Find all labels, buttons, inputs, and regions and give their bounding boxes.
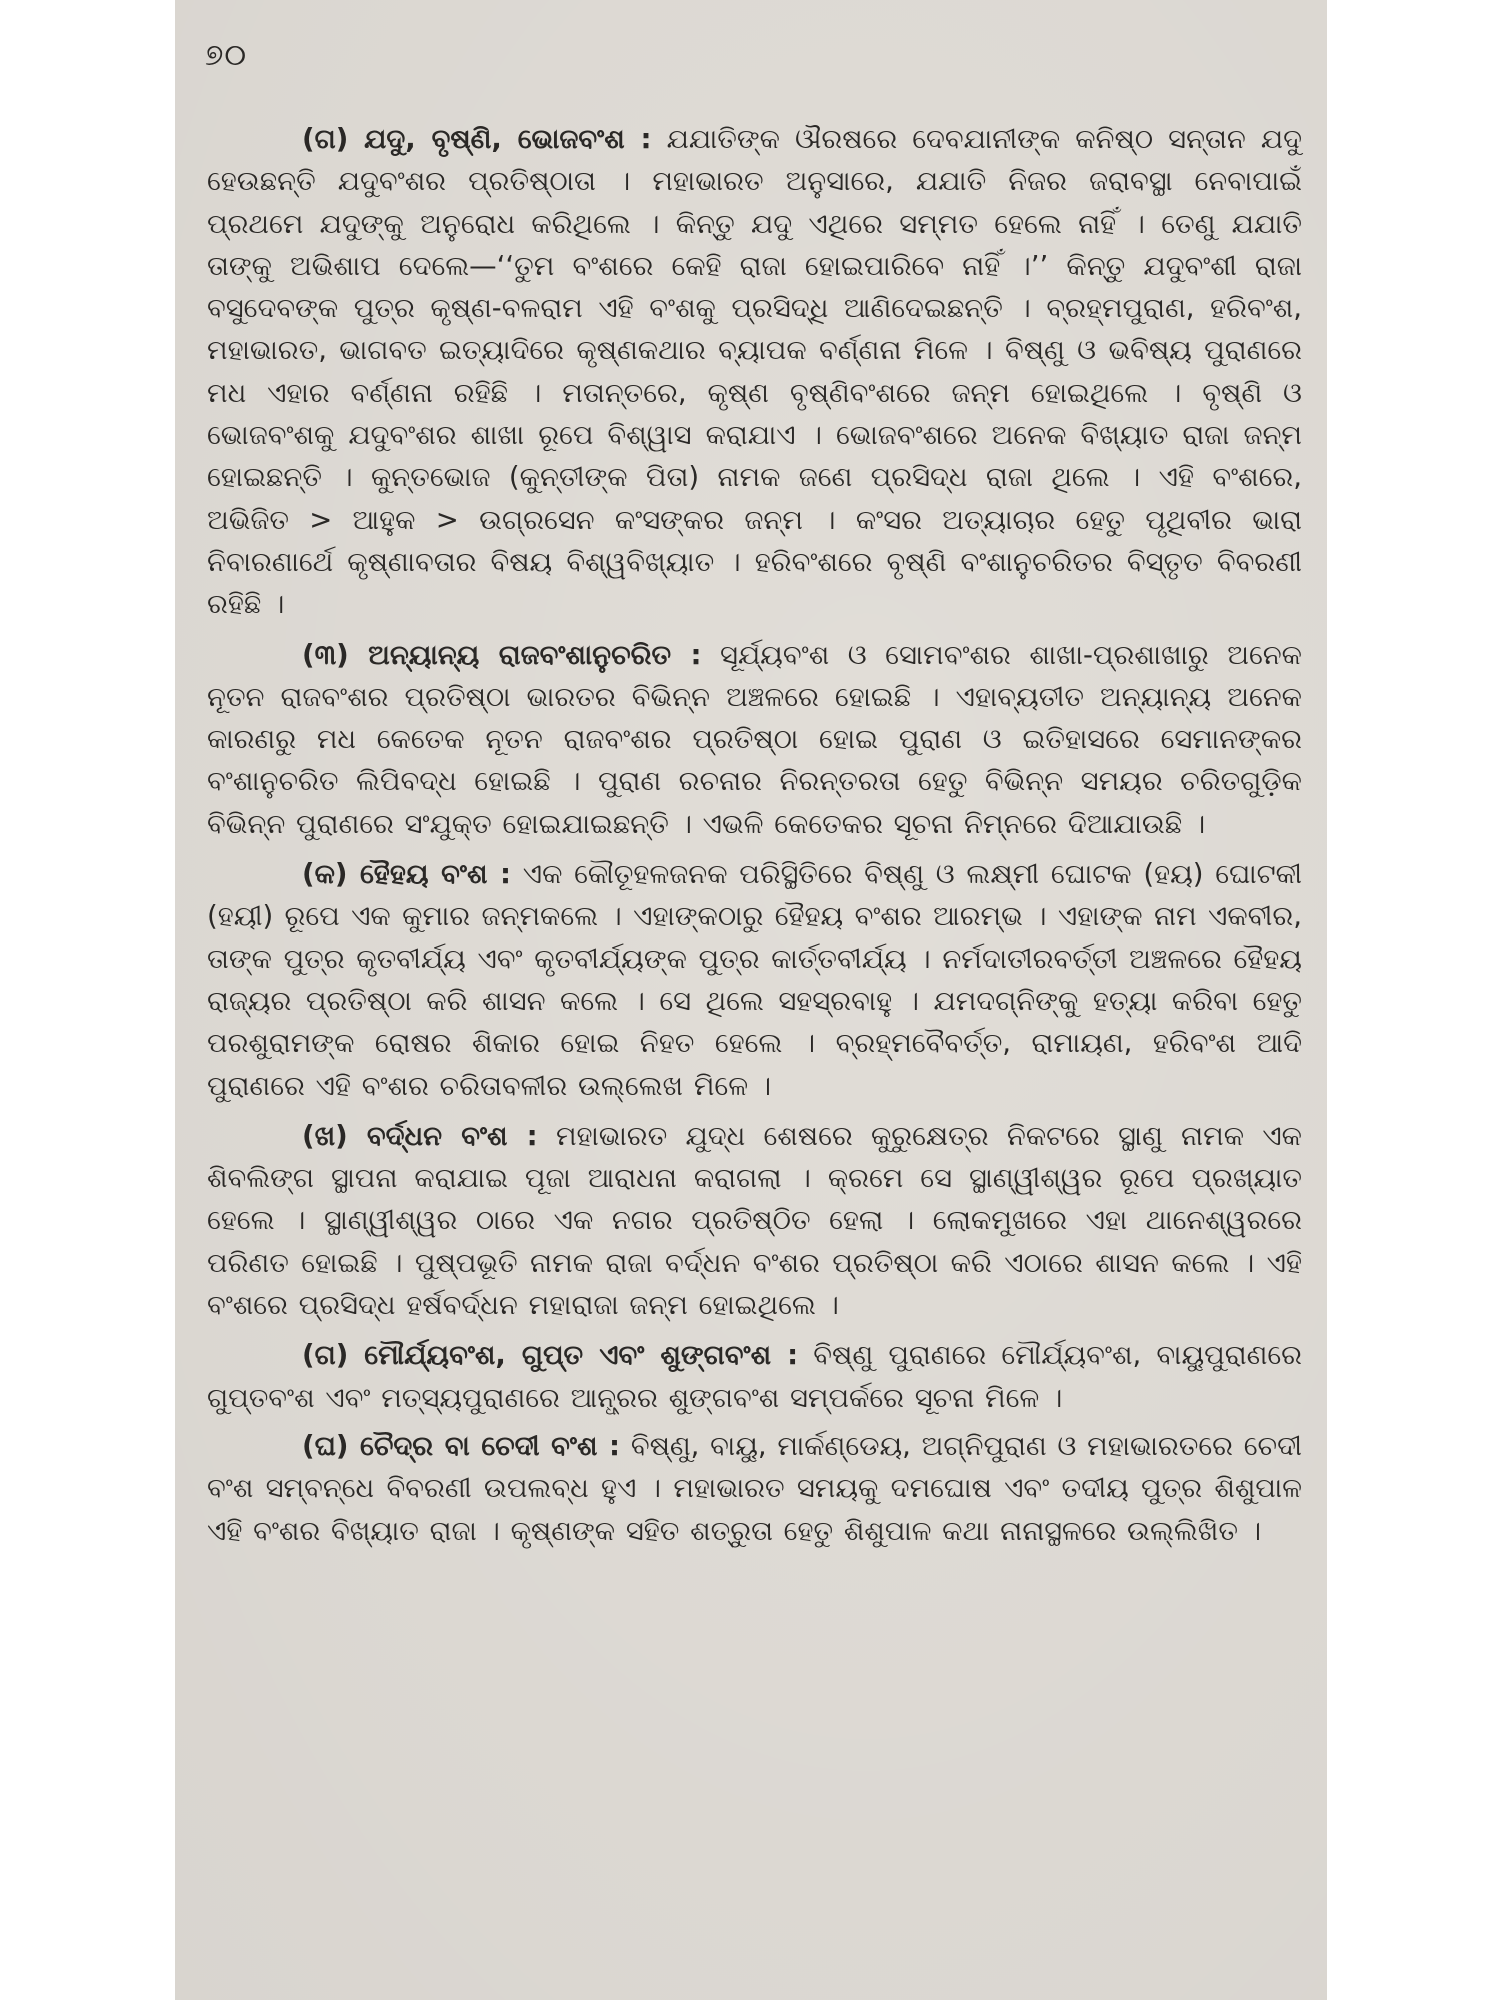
paragraph-text: ଯଯାତିଙ୍କ ଔରଷରେ ଦେବଯାନୀଙ୍କ କନିଷ୍ଠ ସନ୍ତାନ ଯଦୁ ହେଉଛନ୍ତି ଯଦୁବଂଶର ପ୍ରତିଷ୍ଠାତା । ମହାଭାରତ ଅନୁସାରେ, ଯଯାତି ନିଜର ଜରାବସ୍ଥା ନେବାପାଇଁ ପ୍ରଥମେ ଯଦୁଙ୍କୁ ଅନୁରୋଧ କରିଥିଲେ । କିନ୍ତୁ ଯଦୁ ଏଥିରେ ସମ୍ମତ ହେଲେ ନାହିଁ । ତେଣୁ ଯଯାତି ତାଙ୍କୁ ଅଭିଶାପ ଦେଲେ—‘‘ତୁମ ବଂଶରେ କେହି ରାଜା ହୋଇପାରିବେ ନାହିଁ ।’’ କିନ୍ତୁ ଯଦୁବଂଶୀ ରାଜା ବସୁଦେବଙ୍କ ପୁତ୍ର କୃଷ୍ଣ-ବଳରାମ ଏହି ବଂଶକୁ ପ୍ରସିଦ୍ଧି ଆଣିଦେଇଛନ୍ତି । ବ୍ରହ୍ମପୁରାଣ, ହରିବଂଶ, ମହାଭାରତ, ଭାଗବତ ଇତ୍ୟାଦିରେ କୃଷ୍ଣକଥାର ବ୍ୟାପକ ବର୍ଣ୍ଣନା ମିଳେ । ବିଷ୍ଣୁ ଓ ଭବିଷ୍ୟ ପୁରାଣରେ ମଧ ଏହାର ବର୍ଣ୍ଣନା ରହିଛି । ମତାନ୍ତରେ, କୃଷ୍ଣ ବୃଷ୍ଣିବଂଶରେ ଜନ୍ମ ହୋଇଥିଲେ । ବୃଷ୍ଣି ଓ ଭୋଜବଂଶକୁ ଯଦୁବଂଶର ଶାଖା ରୂପେ ବିଶ୍ୱାସ କରାଯାଏ । ଭୋଜବଂଶରେ ଅନେକ ବିଖ୍ୟାତ ରାଜା ଜନ୍ମ ହୋଇଛନ୍ତି । କୁନ୍ତଭୋଜ (କୁନ୍ତୀଙ୍କ ପିତା) ନାମକ ଜଣେ ପ୍ରସିଦ୍ଧ ରାଜା ଥିଲେ । ଏହି ବଂଶରେ, ଅଭିଜିତ > ଆହୁକ > ଉଗ୍ରସେନ କଂସଙ୍କର ଜନ୍ମ । କଂସର ଅତ୍ୟାଚାର ହେତୁ ପୃଥିବୀର ଭାରା ନିବାରଣାର୍ଥେ କୃଷ୍ଣାବତାର ବିଷୟ ବିଶ୍ୱବିଖ୍ୟାତ । ହରିବଂଶରେ ବୃଷ୍ଣି ବଂଶାନୁଚରିତର ବିସ୍ତୃତ ବିବରଣୀ ରହିଛି । bbox=[207, 123, 1302, 621]
paragraph-text: ଏକ କୌତୂହଳଜନକ ପରିସ୍ଥିତିରେ ବିଷ୍ଣୁ ଓ ଲକ୍ଷ୍ମୀ ଘୋଟକ (ହୟ) ଘୋଟକୀ (ହୟୀ) ରୂପେ ଏକ କୁମାର ଜନ୍ମକଲେ । ଏହାଙ୍କଠାରୁ ହୈହୟ ବଂଶର ଆରମ୍ଭ । ଏହାଙ୍କ ନାମ ଏକବୀର, ତାଙ୍କ ପୁତ୍ର କୃତବୀର୍ଯ୍ୟ ଏବଂ କୃତବୀର୍ଯ୍ୟଙ୍କ ପୁତ୍ର କାର୍ତ୍ତବୀର୍ଯ୍ୟ । ନର୍ମଦାତୀରବର୍ତ୍ତୀ ଅଞ୍ଚଳରେ ହୈହୟ ରାଜ୍ୟର ପ୍ରତିଷ୍ଠା କରି ଶାସନ କଲେ । ସେ ଥିଲେ ସହସ୍ରବାହୁ । ଯମଦଗ୍ନିଙ୍କୁ ହତ୍ୟା କରିବା ହେତୁ ପରଶୁରାମଙ୍କ ରୋଷର ଶିକାର ହୋଇ ନିହତ ହେଲେ । ବ୍ରହ୍ମବୈବର୍ତ୍ତ, ରାମାୟଣ, ହରିବଂଶ ଆଦି ପୁରାଣରେ ଏହି ବଂଶର ଚରିତାବଳୀର ଉଲ୍ଲେଖ ମିଳେ । bbox=[207, 858, 1302, 1102]
paragraph-heading: (୩) ଅନ୍ୟାନ୍ୟ ରାଜବଂଶାନୁଚରିତ : bbox=[302, 638, 702, 671]
page-body bbox=[207, 118, 1302, 1560]
paragraph-text: ବିଷ୍ଣୁ, ବାୟୁ, ମାର୍କଣ୍ଡେୟ, ଅଗ୍ନିପୁରାଣ ଓ ମହାଭାରତରେ ଚେଦୀ ବଂଶ ସମ୍ବନ୍ଧେ ବିବରଣୀ ଉପଲବ୍ଧ ହୁଏ । ମହାଭାରତ ସମୟକୁ ଦମଘୋଷ ଏବଂ ତଦୀୟ ପୁତ୍ର ଶିଶୁପାଳ ଏହି ବଂଶର ବିଖ୍ୟାତ ରାଜା । କୃଷ୍ଣଙ୍କ ସହିତ ଶତ୍ରୁତା ହେତୁ ଶିଶୁପାଳ କଥା ନାନାସ୍ଥଳରେ ଉଲ୍ଲିଖିତ । bbox=[207, 1429, 1302, 1547]
paragraph-yadu-vamsha bbox=[207, 118, 1302, 626]
paragraph-vardhana-vamsha bbox=[207, 1115, 1302, 1326]
paragraph-heading: (ଗ) ମୌର୍ଯ୍ୟବଂଶ, ଗୁପ୍ତ ଏବଂ ଶୁଙ୍ଗବଂଶ : bbox=[302, 1339, 799, 1372]
paragraph-heading: (ଘ) ଚୈଦ୍ର ବା ଚେଦୀ ବଂଶ : bbox=[302, 1429, 621, 1462]
paragraph-chedi-vamsha bbox=[207, 1425, 1302, 1552]
paragraph-heading: (ଖ) ବର୍ଦ୍ଧନ ବଂଶ : bbox=[302, 1119, 538, 1152]
paragraph-text: ବିଷ୍ଣୁ ପୁରାଣରେ ମୌର୍ଯ୍ୟବଂଶ, ବାୟୁପୁରାଣରେ ଗୁପ୍ତବଂଶ ଏବଂ ମତ୍ସ୍ୟପୁରାଣରେ ଆନ୍ଧ୍ରର ଶୁଙ୍ଗବଂଶ ସମ୍ପର୍କରେ ସୂଚନା ମିଳେ । bbox=[207, 1339, 1302, 1414]
page-number: ୭୦ bbox=[205, 38, 248, 73]
paragraph-haihaya-vamsha bbox=[207, 853, 1302, 1107]
paragraph-heading: (ଗ) ଯଦୁ, ବୃଷ୍ଣି, ଭୋଜବଂଶ : bbox=[302, 123, 652, 155]
paragraph-text: ସୂର୍ଯ୍ୟବଂଶ ଓ ସୋମବଂଶର ଶାଖା-ପ୍ରଶାଖାରୁ ଅନେକ ନୂତନ ରାଜବଂଶର ପ୍ରତିଷ୍ଠା ଭାରତର ବିଭିନ୍ନ ଅଞ୍ଚଳରେ ହୋଇଛି । ଏହାବ୍ୟତୀତ ଅନ୍ୟାନ୍ୟ ଅନେକ କାରଣରୁ ମଧ କେତେକ ନୂତନ ରାଜବଂଶର ପ୍ରତିଷ୍ଠା ହୋଇ ପୁରାଣ ଓ ଇତିହାସରେ ସେମାନଙ୍କର ବଂଶାନୁଚରିତ ଲିପିବଦ୍ଧ ହୋଇଛି । ପୁରାଣ ରଚନାର ନିରନ୍ତରତା ହେତୁ ବିଭିନ୍ନ ସମୟର ଚରିତଗୁଡ଼ିକ ବିଭିନ୍ନ ପୁରାଣରେ ସଂଯୁକ୍ତ ହୋଇଯାଇଛନ୍ତି । ଏଭଳି କେତେକର ସୂଚନା ନିମ୍ନରେ ଦିଆଯାଉଛି । bbox=[207, 638, 1303, 840]
paragraph-heading: (କ) ହୈହୟ ବଂଶ : bbox=[302, 858, 511, 891]
paragraph-maurya-gupta-shunga bbox=[207, 1334, 1302, 1419]
scanned-page bbox=[175, 0, 1327, 2000]
paragraph-text: ମହାଭାରତ ଯୁଦ୍ଧ ଶେଷରେ କୁରୁକ୍ଷେତ୍ର ନିକଟରେ ସ୍ଥାଣୁ ନାମକ ଏକ ଶିବଲିଙ୍ଗ ସ୍ଥାପନା କରାଯାଇ ପୂଜା ଆରାଧନା କରାଗଲା । କ୍ରମେ ସେ ସ୍ଥାଣ୍ୱୀଶ୍ୱର ରୂପେ ପ୍ରଖ୍ୟାତ ହେଲେ । ସ୍ଥାଣ୍ୱୀଶ୍ୱର ଠାରେ ଏକ ନଗର ପ୍ରତିଷ୍ଠିତ ହେଲା । ଲୋକମୁଖରେ ଏହା ଥାନେଶ୍ୱରରେ ପରିଣତ ହୋଇଛି । ପୁଷ୍ପଭୂତି ନାମକ ରାଜା ବର୍ଦ୍ଧନ ବଂଶର ପ୍ରତିଷ୍ଠା କରି ଏଠାରେ ଶାସନ କଲେ । ଏହି ବଂଶରେ ପ୍ରସିଦ୍ଧ ହର୍ଷବର୍ଦ୍ଧନ ମହାରାଜା ଜନ୍ମ ହୋଇଥିଲେ । bbox=[207, 1119, 1302, 1322]
paragraph-other-dynasties bbox=[207, 634, 1302, 845]
